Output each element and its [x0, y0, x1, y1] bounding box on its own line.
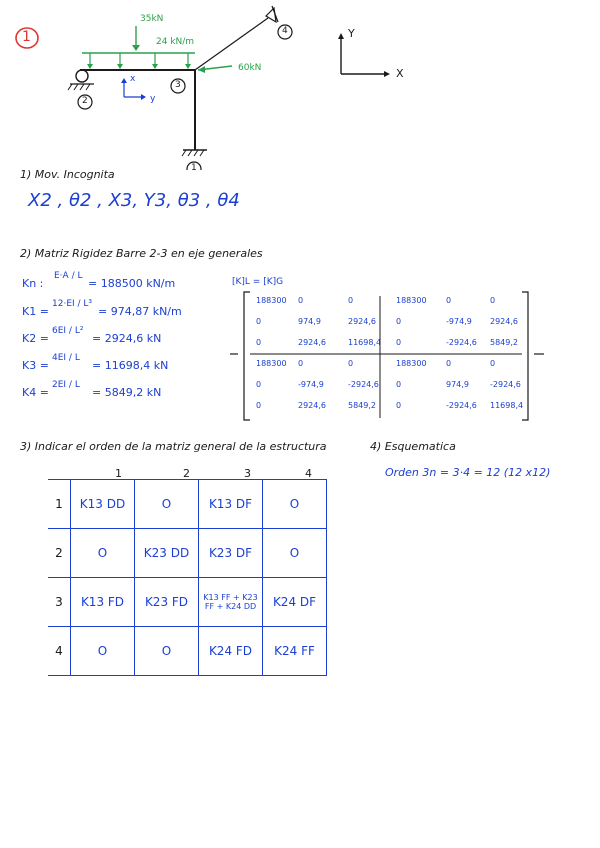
cell-1-4: O: [263, 480, 327, 529]
section3-title: 3) Indicar el orden de la matriz general de la estructura: [20, 440, 327, 453]
cell-3-2: K23 FD: [135, 578, 199, 627]
cell-1-2: O: [135, 480, 199, 529]
matrix-cell: 0: [396, 380, 402, 389]
k2-formula: 6EI / L²: [52, 326, 84, 336]
local-y-label: y: [150, 94, 156, 104]
matrix-cell: 0: [396, 317, 402, 326]
horizontal-load-label: 60kN: [238, 63, 262, 73]
matrix-cell: 2924,6: [348, 317, 376, 326]
matrix-cell: 5849,2: [348, 401, 376, 410]
node-label-2: 2: [82, 96, 88, 106]
matrix-cell: 11698,4: [490, 401, 524, 410]
cell-3-1: K13 FD: [71, 578, 135, 627]
matrix-cell: 0: [446, 296, 452, 305]
k3-value: = 11698,4 kN: [92, 359, 169, 372]
unknowns-list: X2 , θ2 , X3, Y3, θ3 , θ4: [28, 190, 240, 211]
matrix-cell: 188300: [256, 296, 287, 305]
cell-1-1: K13 DD: [71, 480, 135, 529]
k1-value: = 974,87 kN/m: [98, 305, 182, 318]
table-row: [48, 529, 327, 578]
matrix-header: [K]L = [K]G: [232, 277, 284, 287]
kn-formula: E·A / L: [54, 271, 83, 281]
k2-value: = 2924,6 kN: [92, 332, 162, 345]
col-header-3: 3: [244, 467, 251, 480]
matrix-cell: 974,9: [298, 317, 321, 326]
cell-4-4: K24 FF: [263, 627, 327, 676]
matrix-cell: 0: [298, 359, 304, 368]
k4-value: = 5849,2 kN: [92, 386, 162, 399]
cell-4-1: O: [71, 627, 135, 676]
col-header-4: 4: [305, 467, 312, 480]
matrix-cell: -2924,6: [446, 401, 477, 410]
k2-label: K2 =: [22, 332, 49, 345]
k3-formula: 4EI / L: [52, 353, 80, 363]
matrix-cell: -2924,6: [348, 380, 379, 389]
row-header: 4: [48, 627, 71, 676]
matrix-cell: 0: [348, 296, 354, 305]
kn-value: = 188500 kN/m: [88, 277, 176, 290]
cell-4-2: O: [135, 627, 199, 676]
matrix-cell: 974,9: [446, 380, 469, 389]
matrix-cell: 2924,6: [490, 317, 518, 326]
global-axes: [335, 30, 395, 80]
cell-4-3: K24 FD: [199, 627, 263, 676]
matrix-cell: -2924,6: [490, 380, 521, 389]
col-header-1: 1: [115, 467, 122, 480]
matrix-cell: 0: [256, 338, 262, 347]
matrix-cell: -974,9: [446, 317, 472, 326]
table-row: [48, 480, 327, 529]
section1-title: 1) Mov. Incognita: [20, 168, 115, 181]
cell-2-4: O: [263, 529, 327, 578]
node-label-1: 1: [191, 163, 197, 173]
section2-title: 2) Matriz Rigidez Barre 2-3 en eje generales: [20, 247, 263, 260]
cell-3-3: K13 FF + K23 FF + K24 DD: [199, 578, 263, 627]
problem-number: 1: [22, 29, 31, 45]
global-x-label: X: [396, 67, 404, 80]
local-x-label: x: [130, 74, 136, 84]
matrix-cell: 188300: [256, 359, 287, 368]
matrix-cell: 0: [396, 338, 402, 347]
global-matrix-table: [48, 479, 327, 676]
global-y-label: Y: [348, 27, 355, 40]
cell-2-3: K23 DF: [199, 529, 263, 578]
row-header: 2: [48, 529, 71, 578]
table-row: [48, 578, 327, 627]
matrix-cell: 188300: [396, 359, 427, 368]
matrix-cell: 0: [490, 296, 496, 305]
stiffness-matrix: [250, 296, 524, 420]
structure-diagram: [60, 0, 320, 170]
node-label-4: 4: [282, 26, 288, 36]
matrix-cell: 11698,4: [348, 338, 382, 347]
k3-label: K3 =: [22, 359, 49, 372]
cell-3-4: K24 DF: [263, 578, 327, 627]
point-load-label: 35kN: [140, 14, 164, 24]
matrix-cell: 2924,6: [298, 338, 326, 347]
k1-formula: 12·EI / L³: [52, 299, 93, 309]
cell-2-1: O: [71, 529, 135, 578]
row-header: 1: [48, 480, 71, 529]
order-text: Orden 3n = 3·4 = 12 (12 x12): [385, 466, 551, 479]
matrix-cell: 0: [490, 359, 496, 368]
matrix-cell: 0: [298, 296, 304, 305]
distributed-load-label: 24 kN/m: [156, 37, 195, 47]
table-row: [48, 627, 327, 676]
matrix-cell: 5849,2: [490, 338, 518, 347]
k4-formula: 2EI / L: [52, 380, 80, 390]
k1-label: K1 =: [22, 305, 49, 318]
matrix-cell: 2924,6: [298, 401, 326, 410]
cell-2-2: K23 DD: [135, 529, 199, 578]
kn-label: Kn :: [22, 277, 44, 290]
matrix-cell: -2924,6: [446, 338, 477, 347]
matrix-cell: 0: [396, 401, 402, 410]
matrix-cell: 0: [256, 380, 262, 389]
matrix-cell: 0: [256, 317, 262, 326]
cell-1-3: K13 DF: [199, 480, 263, 529]
row-header: 3: [48, 578, 71, 627]
matrix-cell: 0: [348, 359, 354, 368]
matrix-cell: 0: [256, 401, 262, 410]
col-header-2: 2: [183, 467, 190, 480]
matrix-cell: 0: [446, 359, 452, 368]
section4-title: 4) Esquematica: [370, 440, 456, 453]
k4-label: K4 =: [22, 386, 49, 399]
matrix-cell: -974,9: [298, 380, 324, 389]
matrix-cell: 188300: [396, 296, 427, 305]
node-label-3: 3: [175, 80, 181, 90]
